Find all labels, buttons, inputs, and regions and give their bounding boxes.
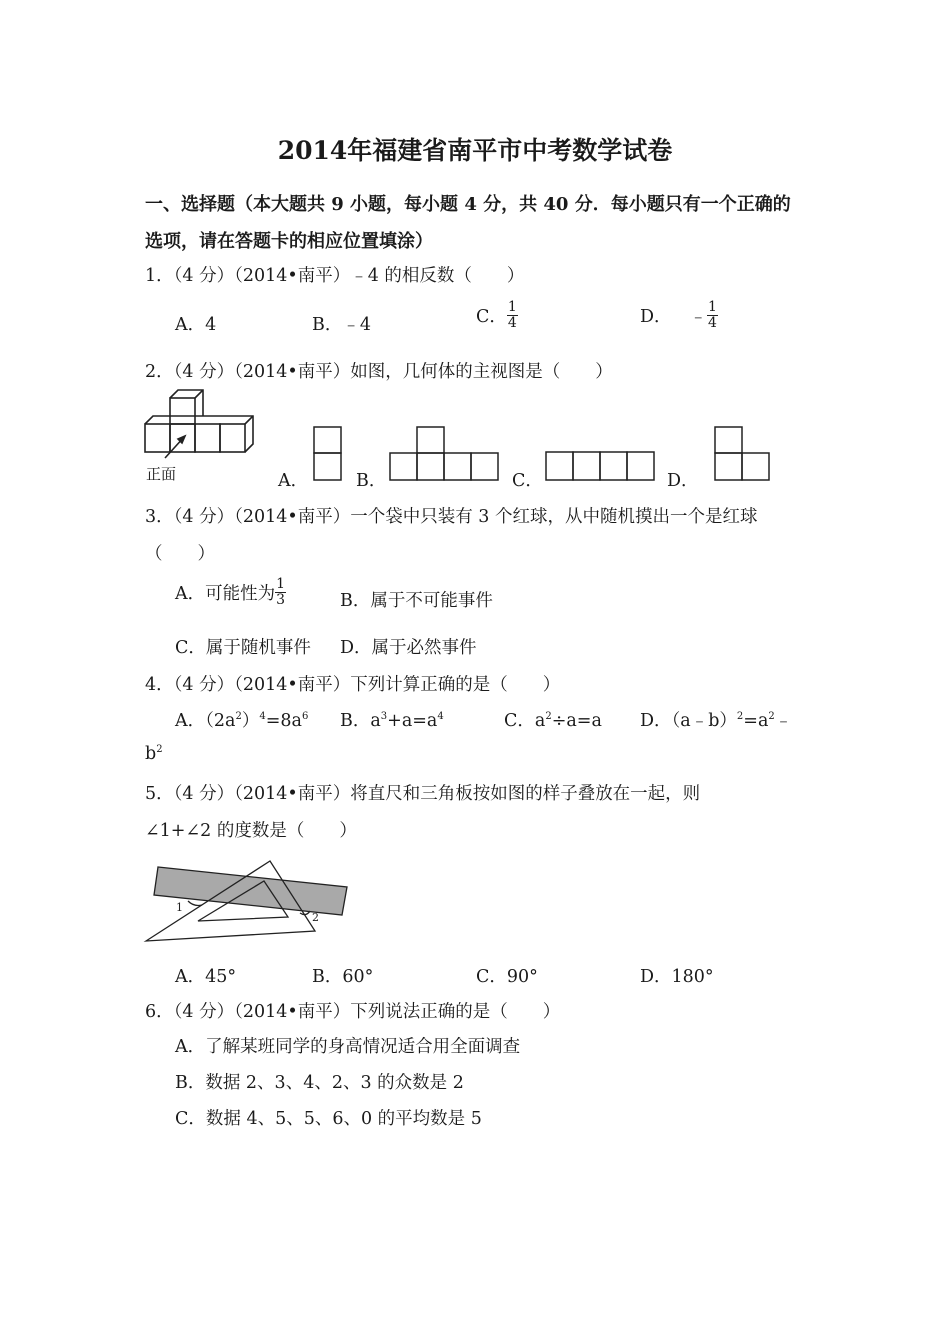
q2-option-b-figure xyxy=(389,426,501,482)
q5-option-c: C．90° xyxy=(476,967,538,987)
q6-option-b: B．数据 2、3、4、2、3 的众数是 2 xyxy=(175,1073,464,1093)
q5-ruler-triangle-figure xyxy=(140,855,355,950)
q4-option-b: B．$a^3+a=a^4$ xyxy=(340,711,444,731)
q6-option-c: C．数据 4、5、5、6、0 的平均数是 5 xyxy=(175,1109,482,1129)
q5-option-b: B．60° xyxy=(312,967,374,987)
angle-1-label: 1 xyxy=(176,901,183,914)
q5-stem-line2: ∠1+∠2 的度数是（ ） xyxy=(145,821,357,841)
q3-option-a: A．可能性为 $\frac{1}{3}$ xyxy=(175,576,286,608)
q5-stem-line1: 5．（4 分）（2014•南平）将直尺和三角板按如图的样子叠放在一起，则 xyxy=(145,784,701,804)
q2-stem: 2．（4 分）（2014•南平）如图，几何体的主视图是（ ） xyxy=(145,362,613,382)
q2-option-a-figure xyxy=(313,426,343,482)
q3-stem-line1: 3．（4 分）（2014•南平）一个袋中只装有 3 个红球，从中随机摸出一个是红球 xyxy=(145,507,758,527)
q2-option-b-label: B． xyxy=(356,471,387,491)
q1-stem: 1．（4 分）（2014•南平）﹣4 的相反数（ ） xyxy=(145,266,525,286)
q1-option-c: C． $\frac{1}{4}$ xyxy=(476,299,517,331)
q6-stem: 6．（4 分）（2014•南平）下列说法正确的是（ ） xyxy=(145,1002,561,1022)
q1-c-fraction: $\frac{1}{4}$ xyxy=(507,299,517,331)
q4-option-a: A．$(2a^2)^4=8a^6$ xyxy=(175,711,309,731)
section-heading-line1: 一、选择题（本大题共 9 小题，每小题 4 分，共 40 分．每小题只有一个正确的 xyxy=(145,194,791,215)
q6-option-a: A．了解某班同学的身高情况适合用全面调查 xyxy=(175,1037,521,1057)
q1-d-fraction: $\frac{1}{4}$ xyxy=(708,299,717,331)
q2-option-d-label: D． xyxy=(667,471,699,491)
q1-option-a: A．4 xyxy=(175,315,217,335)
front-view-label: 正面 xyxy=(146,465,177,483)
q3-a-fraction: $\frac{1}{3}$ xyxy=(276,576,286,608)
section-heading-line2: 选项，请在答题卡的相应位置填涂） xyxy=(145,231,433,252)
page-title: 2014年福建省南平市中考数学试卷 xyxy=(277,136,673,165)
q4-option-c: C．$a^2\div a=a$ xyxy=(504,711,602,731)
q4-option-d: D．$(a﹣b)^2=a^2﹣$ xyxy=(640,711,793,731)
q4-stem: 4．（4 分）（2014•南平）下列计算正确的是（ ） xyxy=(145,675,561,695)
q5-option-a: A．45° xyxy=(175,967,237,987)
q2-option-c-label: C． xyxy=(512,471,543,491)
q4-option-d-continued: $b^2$ xyxy=(145,744,163,764)
angle-2-label: 2 xyxy=(312,911,319,924)
q3-option-c: C．属于随机事件 xyxy=(175,638,311,658)
q1-option-b: B．﹣4 xyxy=(312,315,371,335)
q2-option-a-label: A． xyxy=(278,471,309,491)
q3-option-d: D．属于必然事件 xyxy=(340,638,477,658)
q3-stem-line2: （ ） xyxy=(145,544,215,564)
q2-option-d-figure xyxy=(714,426,774,482)
q1-option-d: D． ﹣ $\frac{1}{4}$ xyxy=(640,299,717,331)
q5-option-d: D．180° xyxy=(640,967,714,987)
q2-option-c-figure xyxy=(545,451,657,483)
q3-option-b: B．属于不可能事件 xyxy=(340,591,493,611)
